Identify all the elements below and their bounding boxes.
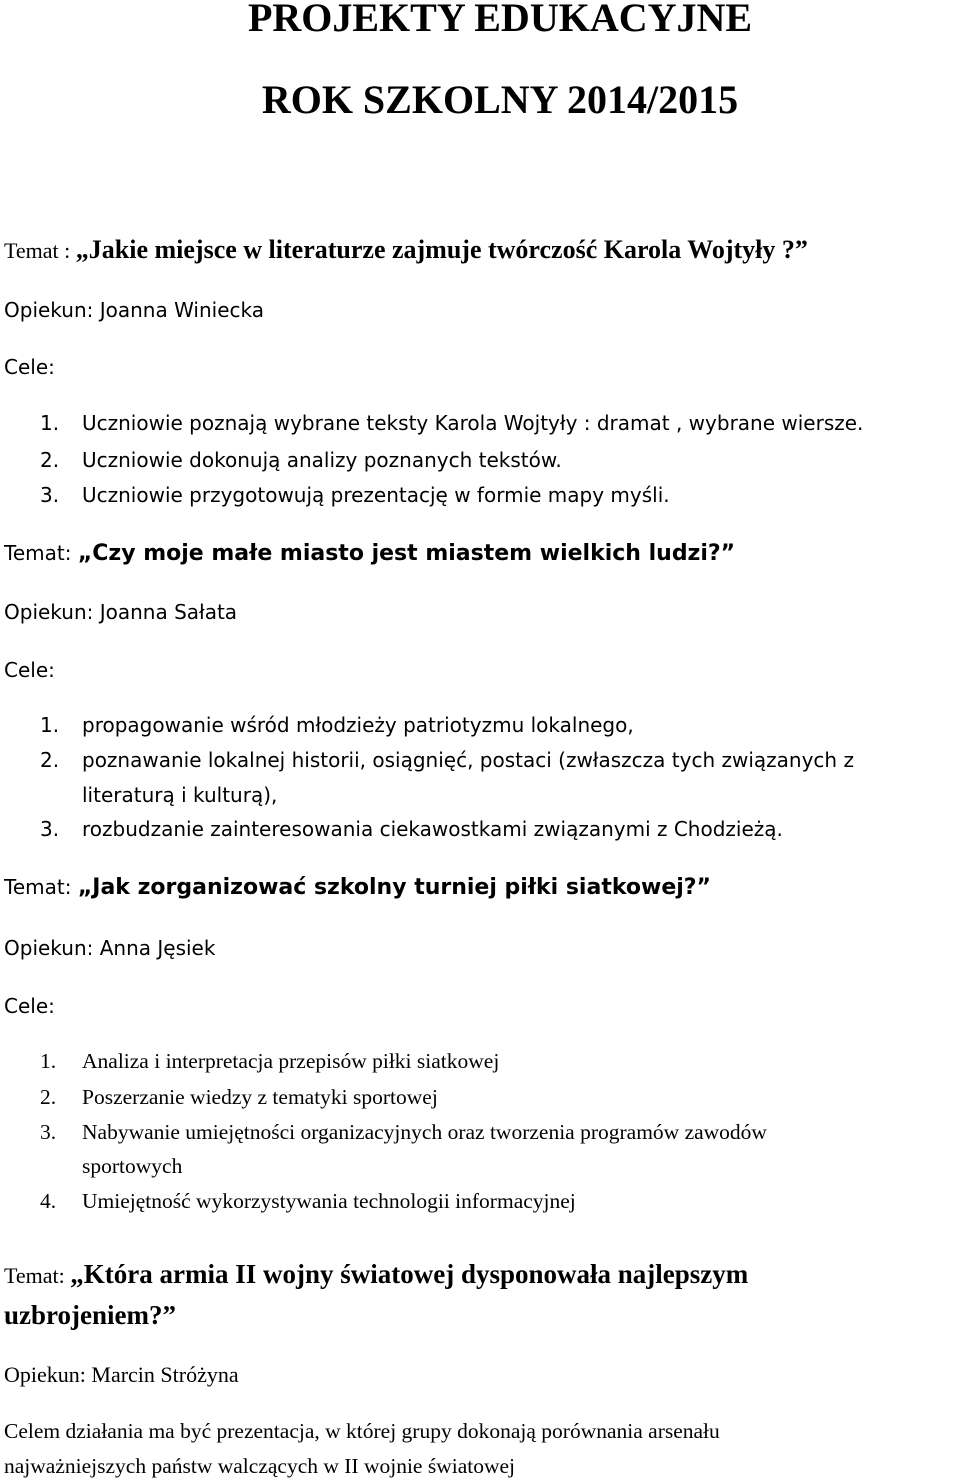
topic-title: „Jak zorganizować szkolny turniej piłki siatkowej?” [77, 875, 711, 900]
project-4-supervisor: Opiekun: Marcin Stróżyna [4, 1362, 239, 1387]
list-number: 1. [40, 411, 60, 435]
project-3-goal-3-continued: sportowych [82, 1154, 183, 1178]
list-item-text: propagowanie wśród młodzieży patriotyzmu lokalnego, [82, 713, 634, 737]
list-item-text: rozbudzanie zainteresowania ciekawostkami związanymi z Chodzieżą. [82, 817, 783, 841]
project-1-goal-1 [40, 409, 863, 437]
list-item-text: Analiza i interpretacja przepisów piłki siatkowej [82, 1049, 500, 1073]
list-item-text: Uczniowie dokonują analizy poznanych tekstów. [82, 448, 562, 472]
project-2-goal-1 [40, 711, 634, 739]
project-3-goal-4 [40, 1187, 576, 1215]
list-number: 1. [40, 713, 60, 737]
page-title-line-2: ROK SZKOLNY 2014/2015 [261, 77, 739, 122]
topic-title: „Jakie miejsce w literaturze zajmuje twórczość Karola Wojtyły ?” [75, 235, 808, 264]
project-1-topic [4, 236, 808, 265]
project-3-goal-2 [40, 1083, 438, 1111]
list-number: 3. [40, 817, 60, 841]
list-number: 4. [40, 1189, 57, 1213]
project-3-goals-label: Cele: [4, 994, 55, 1018]
project-3-goal-1 [40, 1047, 499, 1075]
list-number: 2. [40, 448, 60, 472]
project-4-topic-continued [4, 1301, 176, 1331]
topic-prefix: Temat : [4, 238, 76, 263]
project-3-goal-3 [40, 1118, 767, 1146]
list-number: 1. [40, 1049, 57, 1073]
project-2-goal-2-continued: literaturą i kulturą), [82, 783, 278, 807]
list-item-text: Umiejętność wykorzystywania technologii informacyjnej [82, 1189, 576, 1213]
list-item-text: Nabywanie umiejętności organizacyjnych oraz tworzenia programów zawodów [82, 1120, 767, 1144]
page-title-line-1: PROJEKTY EDUKACYJNE [247, 0, 753, 40]
project-1-goals-label: Cele: [4, 355, 55, 379]
list-item-text: Poszerzanie wiedzy z tematyki sportowej [82, 1085, 438, 1109]
topic-prefix: Temat: [4, 1263, 71, 1288]
project-1-supervisor: Opiekun: Joanna Winiecka [4, 298, 264, 322]
project-2-goals-label: Cele: [4, 658, 55, 682]
project-2-goal-3 [40, 815, 783, 843]
list-number: 2. [40, 748, 60, 772]
project-3-topic [4, 873, 711, 902]
project-2-topic [4, 539, 735, 568]
project-4-description-line-1: Celem działania ma być prezentacja, w której grupy dokonają porównania arsenału [4, 1419, 720, 1443]
list-number: 2. [40, 1085, 57, 1109]
project-3-supervisor: Opiekun: Anna Jęsiek [4, 936, 216, 960]
project-2-goal-2 [40, 746, 854, 774]
list-number: 3. [40, 483, 60, 507]
list-item-text: Uczniowie przygotowują prezentację w formie mapy myśli. [82, 483, 670, 507]
list-item-text: Uczniowie poznają wybrane teksty Karola Wojtyły : dramat , wybrane wiersze. [82, 411, 864, 435]
topic-prefix: Temat: [4, 541, 78, 565]
project-1-goal-2 [40, 446, 562, 474]
project-1-goal-3 [40, 481, 670, 509]
project-4-topic [4, 1260, 748, 1290]
project-2-supervisor: Opiekun: Joanna Sałata [4, 600, 238, 624]
topic-title: „Czy moje małe miasto jest miastem wielkich ludzi?” [77, 541, 736, 566]
list-item-text: poznawanie lokalnej historii, osiągnięć, postaci (zwłaszcza tych związanych z [82, 748, 854, 772]
topic-title: „Która armia II wojny światowej dysponowała najlepszym [70, 1259, 749, 1289]
list-number: 3. [40, 1120, 57, 1144]
topic-title-continued: uzbrojeniem?” [4, 1300, 176, 1330]
topic-prefix: Temat: [4, 875, 78, 899]
project-4-description-line-2: najważniejszych państw walczących w II wojnie światowej [4, 1454, 516, 1478]
